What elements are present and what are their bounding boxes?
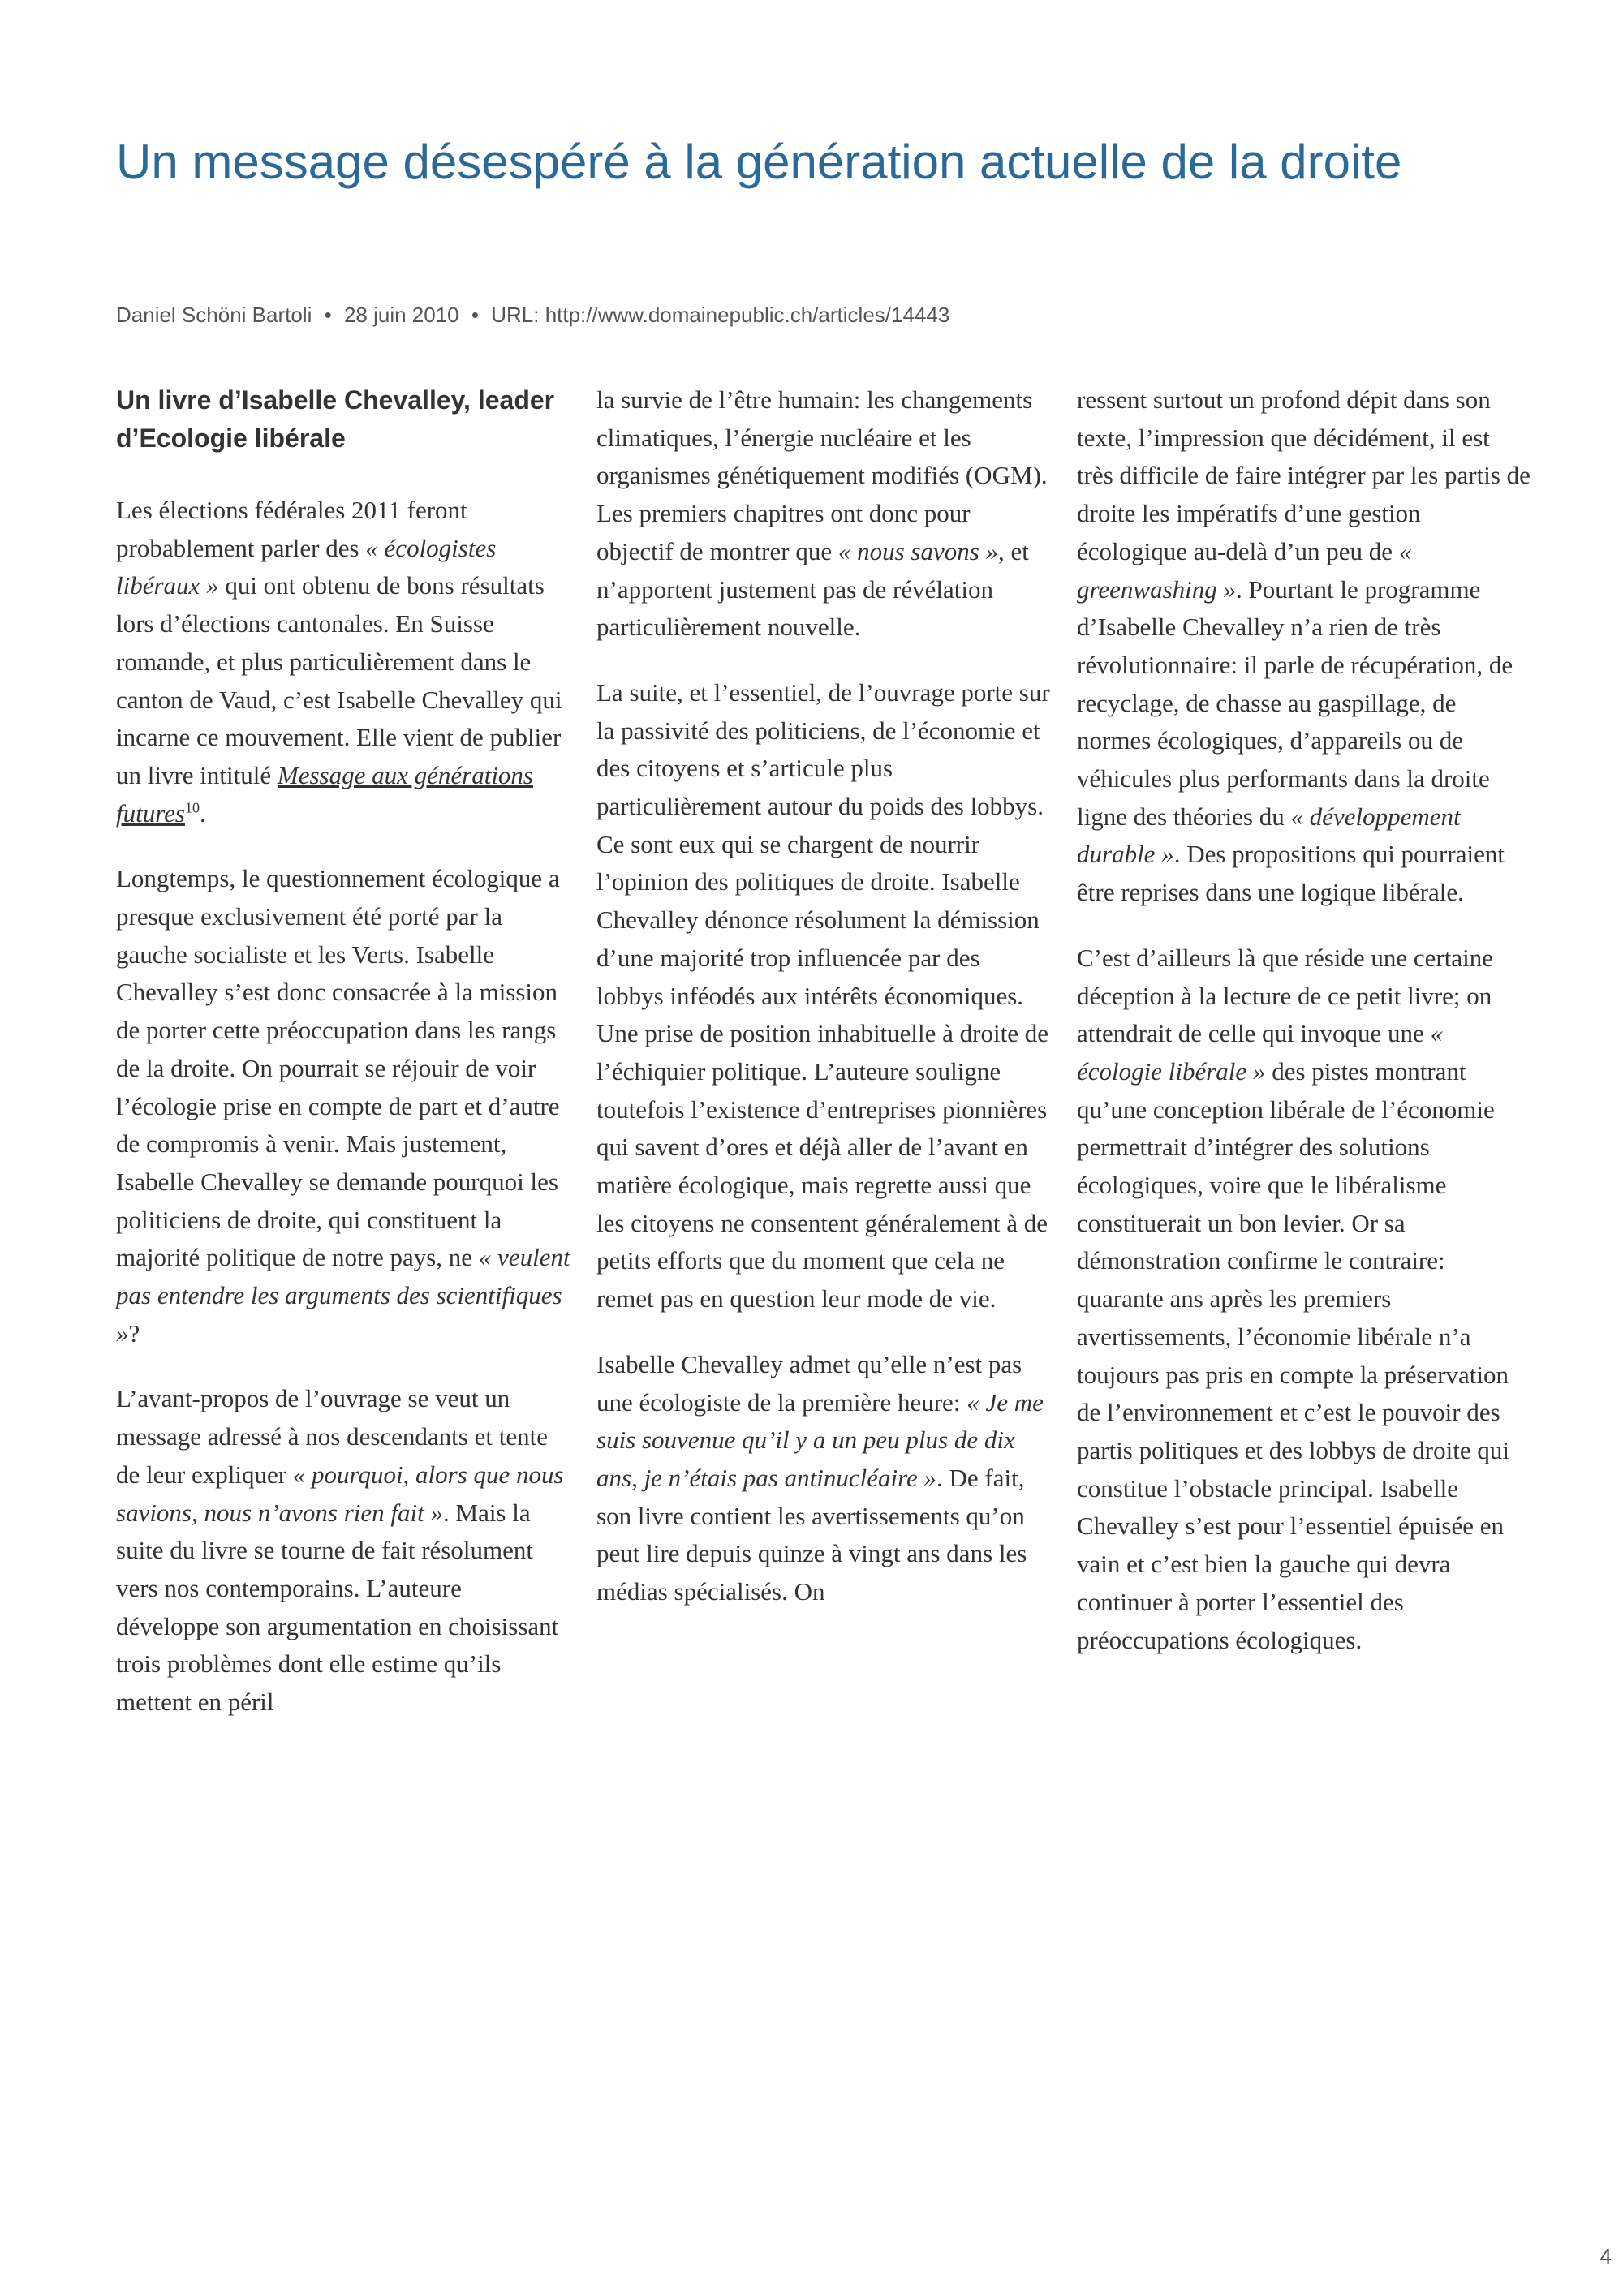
text-column-3 <box>1077 381 1531 1687</box>
quote: « écologie libérale » <box>1077 1019 1444 1086</box>
text-column-1 <box>116 381 570 1749</box>
url-label: URL: <box>491 303 540 327</box>
paragraph-5 <box>596 1346 1051 1611</box>
paragraph-text: Isabelle Chevalley admet qu’elle n’est pas une écologiste de la première heure: <box>596 1349 1022 1417</box>
quote: « greenwashing » <box>1077 536 1412 604</box>
text-column-2 <box>596 381 1051 1639</box>
paragraph-3-continued <box>596 381 1051 647</box>
paragraph-text: la survie de l’être humain: les changements climatiques, l’énergie nucléaire et les organismes génétiquement modifiés (OGM). Les premiers chapitres ont donc pour objectif de montrer que <box>596 385 1048 565</box>
paragraph-text: . Pourtant le programme d’Isabelle Chevalley n’a rien de très révolutionnaire: il parle de récupération, de recyclage, de chasse au gaspillage, de normes écologiques, d’appareils ou de véhicules plus performants dans la droite ligne des théories du <box>1077 574 1513 831</box>
quote: « Je me suis souvenue qu’il y a un peu plus de dix ans, je n’étais pas antinucléaire » <box>596 1387 1044 1492</box>
paragraph-text: Longtemps, le questionnement écologique a presque exclusivement été porté par la gauche socialiste et les Verts. Isabelle Chevalley s’est donc consacrée à la mission de porter cette préoccupation dans les rangs de la droite. On pourrait se réjouir de voir l’écologie prise en compte de part et d’autre de compromis à venir. Mais justement, Isabelle Chevalley se demande pourquoi les politiciens de droite, qui constituent la majorité politique de notre pays, ne <box>116 864 560 1272</box>
quote: « écologistes libéraux » <box>116 533 497 600</box>
paragraph-text: ? <box>128 1318 140 1348</box>
quote: « développement durable » <box>1077 802 1461 869</box>
article-url[interactable]: http://www.domainepublic.ch/articles/14443 <box>545 303 950 327</box>
byline-separator: • <box>471 303 479 327</box>
paragraph-5-continued <box>1077 381 1531 912</box>
article-subheading: Un livre d’Isabelle Chevalley, leader d’Ecologie libérale <box>116 385 555 453</box>
byline-separator: • <box>324 303 332 327</box>
footnote-marker[interactable]: 10 <box>184 799 200 816</box>
paragraph-text: . Des propositions qui pourraient être reprises dans une logique libérale. <box>1077 840 1505 907</box>
paragraph-text: . <box>199 798 206 828</box>
paragraph-3 <box>116 1380 570 1721</box>
quote: « veulent pas entendre les arguments des scientifiques » <box>116 1243 570 1348</box>
paragraph-text: Les élections fédérales 2011 feront probablement parler des <box>116 496 467 562</box>
paragraph-1 <box>116 492 570 832</box>
article-byline <box>116 300 949 329</box>
author-name: Daniel Schöni Bartoli <box>116 303 312 327</box>
paragraph-2 <box>116 860 570 1352</box>
paragraph-text: , et n’apportent justement pas de révélation particulièrement nouvelle. <box>596 536 1029 642</box>
publication-date: 28 juin 2010 <box>343 303 459 327</box>
paragraph-text: . De fait, son livre contient les avertissements qu’on peut lire depuis quinze à vingt ans dans les médias spécialisés. On <box>596 1463 1027 1606</box>
paragraph-text: qui ont obtenu de bons résultats lors d’élections cantonales. En Suisse romande, et plus particulièrement dans le canton de Vaud, c’est Isabelle Chevalley qui incarne ce mouvement. Elle vient de publier un livre intitulé <box>116 571 562 789</box>
book-title-link[interactable]: Message aux générations futures <box>116 760 533 828</box>
paragraph-text: L’avant-propos de l’ouvrage se veut un message adressé à nos descendants et tente de leur expliquer <box>116 1384 548 1489</box>
paragraph-4: La suite, et l’essentiel, de l’ouvrage porte sur la passivité des politiciens, de l’économie et des citoyens et s’articule plus particulièrement autour du poids des lobbys. Ce sont eux qui se chargent de nourrir l’opinion des politiques de droite. Isabelle Chevalley dénonce résolument la démission d’une majorité trop influencée par des lobbys inféodés aux intérêts économiques. Une prise de position inhabituelle à droite de l’échiquier politique. L’auteure souligne toutefois l’existence d’entreprises pionnières qui savent d’ores et déjà aller de l’avant en matière écologique, mais regrette aussi que les citoyens ne consentent généralement à de petits efforts que du moment que cela ne remet pas en question leur mode de vie. <box>596 677 1050 1314</box>
paragraph-6 <box>1077 939 1531 1659</box>
page-number: 4 <box>1599 2244 1612 2268</box>
paragraph-text: . Mais la suite du livre se tourne de fait résolument vers nos contemporains. L’auteure développe son argumentation en choisissant trois problèmes dont elle estime qu’ils mettent en péril <box>116 1498 559 1717</box>
paragraph-text: C’est d’ailleurs là que réside une certaine déception à la lecture de ce petit livre; on attendrait de celle qui invoque une <box>1077 943 1493 1048</box>
paragraph-text: des pistes montrant qu’une conception libérale de l’économie permettrait d’intégrer des solutions écologiques, voire que le libéralisme constituerait un bon levier. Or sa démonstration confirme le contraire: quarante ans après les premiers avertissements, l’économie libérale n’a toujours pas pris en compte la préservation de l’environnement et c’est le pouvoir des partis politiques et des lobbys de droite qui constitue l’obstacle principal. Isabelle Chevalley s’est pour l’essentiel épuisée en vain et c’est bien la gauche qui devra continuer à porter l’essentiel des préoccupations écologiques. <box>1077 1056 1509 1654</box>
quote: « pourquoi, alors que nous savions, nous n’avons rien fait » <box>116 1460 564 1527</box>
article-title: Un message désespéré à la génération actuelle de la droite <box>116 135 1402 189</box>
quote: « nous savons » <box>837 536 999 565</box>
paragraph-text: ressent surtout un profond dépit dans son texte, l’impression que décidément, il est très difficile de faire intégrer par les partis de droite les impératifs d’une gestion écologique au-delà d’un peu de <box>1077 385 1530 565</box>
